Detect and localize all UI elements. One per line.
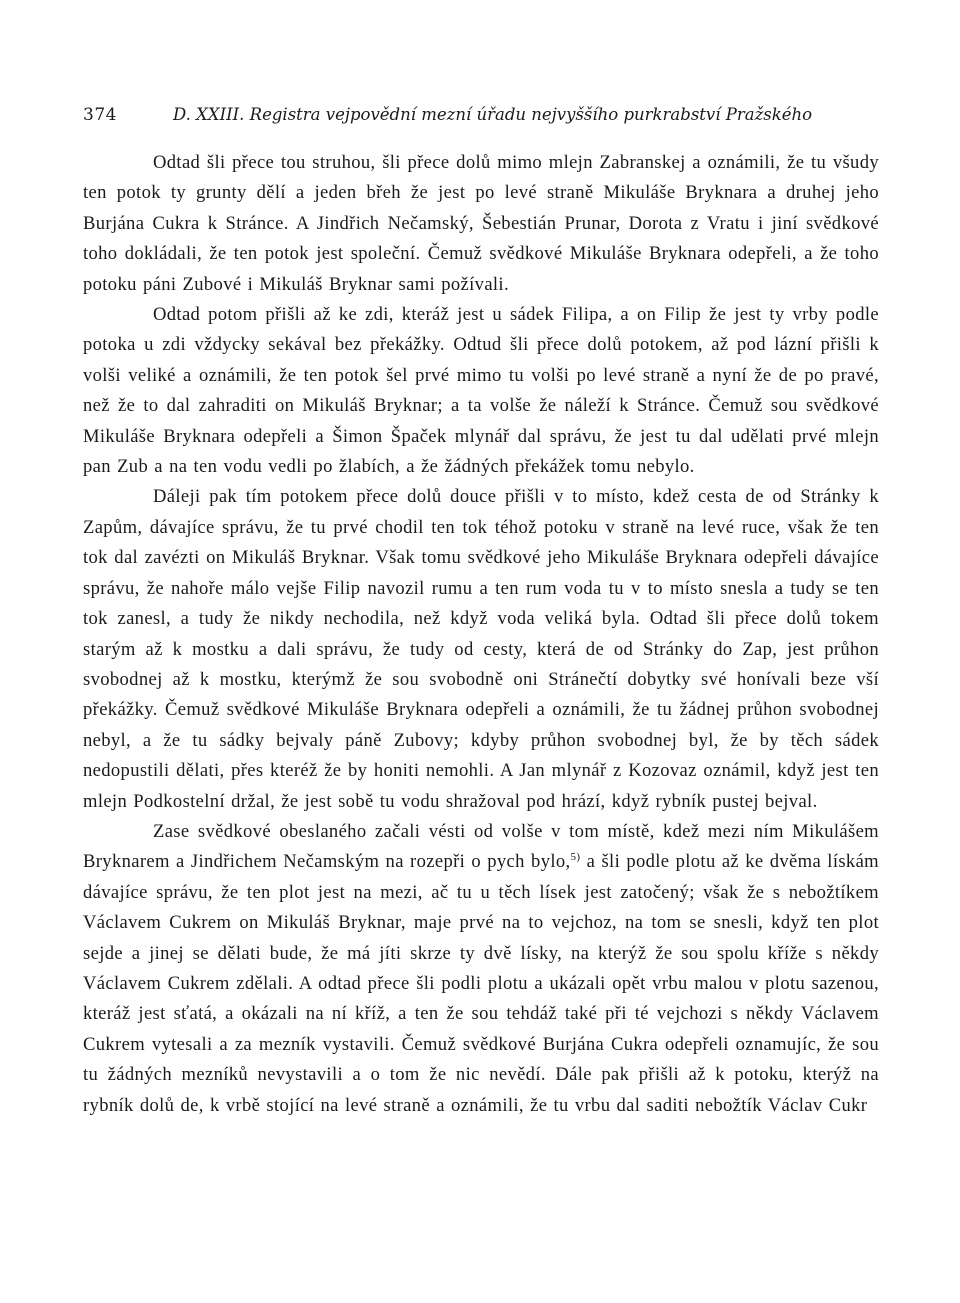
paragraph-4-text-before-note: Zase svědkové obeslaného začali vésti od volše v tom místě, kdež mezi ním Mikulášem Bryknarem a Jindřichem Nečamským na rozepři o pych bylo, [83,820,879,873]
footnote-reference: 5) [570,851,581,864]
header-title: D. XXIII. Registra vejpovědní mezní úřadu nejvyššího purkrabství Pražského [173,105,813,124]
paragraph-2: Odtad potom přišli až ke zdi, kteráž jest u sádek Filipa, a on Filip že jest ty vrby podle potoka u zdi vždycky sekával bez překážky. Odtud šli přece dolů potokem, až pod lázní přišli k volši veliké a oznámili, že ten potok šel prvé mimo tu volši po levé straně a nyní že de po pravé, než že to dal zahraditi on Mikuláš Bryknar; a ta volše že náleží k Stránce. Čemuž sou svědkové Mikuláše Bryknara odepřeli a Šimon Špaček mlynář dal správu, že jest tu dal udělati prvé mlejn pan Zub a na ten vodu vedli po žlabích, a že žádných překážek tomu nebylo. [83,304,879,478]
paragraph-3: Dáleji pak tím potokem přece dolů douce přišli v to místo, kdež cesta de od Stránky k Zapům, dávajíce správu, že tu prvé chodil ten tok téhož potoku v straně na levé ruce, však že ten tok dal zavézti on Mikuláš Bryknar. Však tomu svědkové jeho Mikuláše Bryknara odepřeli dávajíce správu, že nahoře málo vejše Filip navozil rumu a ten rum voda tu v to místo snesla a tudy se ten tok zanesl, a tudy že nikdy nechodila, než když voda veliká byla. Odtad šli přece dolů tokem starým až k mostku a dali správu, že tudy od cesty, která de od Stránky do Zap, jest průhon svobodnej až k mostku, kterýmž že sou svobodně oni Stránečtí dobytky své honívali beze vší překážky. Čemuž svědkové Mikuláše Bryknara odepřeli a oznámili, že tu žádnej průhon svobodnej nebyl, a že tu sádky bejvaly páně Zubovy; kdyby průhon svobodnej byl, že by těch sádek nedopustili dělati, přes kteréž že by honiti nemohli. A Jan mlynář z Kozovaz oznámil, když jest ten mlejn Podkostelní držal, že jest sobě tu vodu shražoval pod hrází, když rybník pustej bejval. [83,486,879,812]
paragraph-4-text-after-note: a šli podle plotu až ke dvěma lískám dávajíce správu, že ten plot jest na mezi, ač tu u těch lísek jest zatočený; však že s nebožtíkem Václavem Cukrem on Mikuláš Bryknar, maje prvé na to vejchoz, na tom se snesli, když ten plot sejde a jinej se dělati bude, že má jíti skrze ty dvě lísky, na kterýž že sou spolu kříže s někdy Václavem Cukrem zdělali. A odtad přece šli podli plotu a ukázali opět vrbu malou v plotu sazenou, kteráž jest sťatá, a okázali na ní kříž, a ten že sou tehdáž také při té vejchozi s někdy Václavem Cukrem vytesali a za mezník vystavili. Čemuž svědkové Burjána Cukra odepřeli oznamujíc, že sou tu žádných mezníků nevystavili a o tom že nic nevědí. Dále pak přišli až k potoku, kterýž na rybník dolů de, k vrbě stojící na levé straně a oznámili, že tu vrbu dal saditi nebožtík Václav Cukr [83,851,879,1116]
running-head [83,103,879,127]
document-page [83,0,879,1303]
paragraph-4 [83,817,879,1121]
page-number: 374 [83,105,117,125]
paragraph-1: Odtad šli přece tou struhou, šli přece dolů mimo mlejn Zabranskej a oznámili, že tu všudy ten potok ty grunty dělí a jeden břeh že jest po levé straně Mikuláše Bryknara a druhej jeho Burjána Cukra k Stránce. A Jindřich Nečamský, Šebestián Prunar, Dorota z Vratu i jiní svědkové toho dokládali, že ten potok jest společní. Čemuž svědkové Mikuláše Bryknara odepřeli, a že toho potoku páni Zubové i Mikuláš Bryknar sami požívali. [83,152,879,295]
body-text [83,148,879,1121]
